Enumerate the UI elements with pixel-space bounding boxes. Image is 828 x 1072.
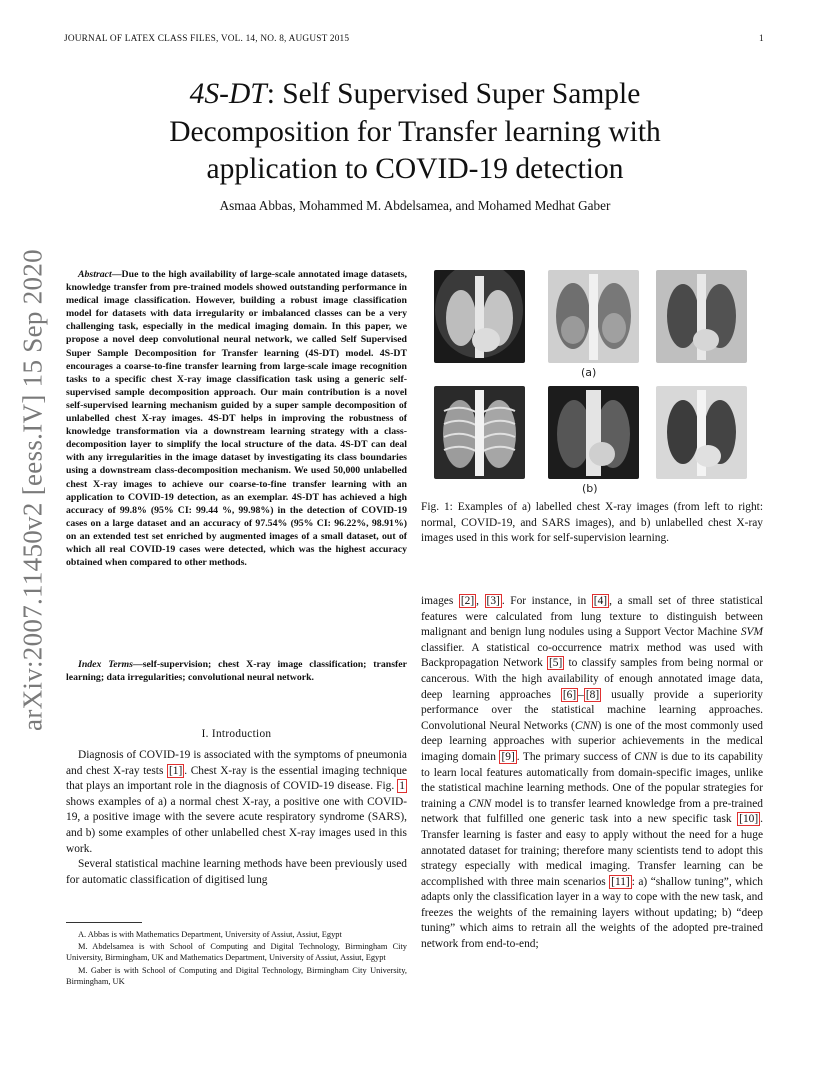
text-run: , a small set of three statistical features were calculated from lung texture to distinguish between malignant and benign lung nodules using a Support Vector Machine bbox=[421, 595, 763, 639]
title-italic-acronym: 4S-DT bbox=[189, 78, 267, 110]
section-heading-introduction: I. Introduction bbox=[201, 728, 272, 740]
page-number: 1 bbox=[759, 34, 764, 44]
text-run: : a) “shallow tuning”, which adapts only the classification layer in a way to cope with the new task, and freezes the weights of the remaining layers without updating; b) “deep tuning” which aims to retrain all the weights of the adopted pre-trained network from end-to-end; bbox=[421, 875, 763, 951]
subfigure-label-b: (b) bbox=[582, 482, 598, 495]
xray-image-unlabelled-1 bbox=[434, 386, 525, 479]
intro-paragraph-2: Several statistical machine learning methods have been previously used for automatic classification of digitised lung bbox=[66, 858, 407, 886]
text-run: classifier. A statistical co-occurrence matrix method was used with Backpropagation Network bbox=[421, 641, 763, 670]
text-run: is due to its capability to learn local features automatically from domain-specific images, unlike the statistical machine learning methods. One of the popular strategies for training a bbox=[421, 750, 763, 810]
running-head: JOURNAL OF LATEX CLASS FILES, VOL. 14, NO. 8, AUGUST 2015 bbox=[64, 34, 350, 44]
text-run: model is to transfer learned knowledge from a pre-trained network that fulfilled one generic task into a new specific task bbox=[421, 797, 764, 826]
footnote-gaber: M. Gaber is with School of Computing and Digital Technology, Birmingham City University, Birmingham, UK bbox=[66, 965, 407, 986]
xray-image-sars bbox=[656, 270, 747, 363]
text-run: usually provide a superiority performance over the statistical machine learning approaches. Convolutional Neural Networks ( bbox=[421, 688, 763, 732]
acronym-cnn: CNN bbox=[634, 750, 658, 763]
footnote-rule bbox=[66, 922, 142, 923]
intro-paragraph-1 bbox=[66, 748, 407, 857]
xray-image-unlabelled-2 bbox=[548, 386, 639, 479]
author-list: Asmaa Abbas, Mohammed M. Abdelsamea, and Mohamed Medhat Gaber bbox=[219, 198, 611, 213]
right-column-body bbox=[421, 594, 763, 953]
abstract-label: Abstract bbox=[78, 269, 112, 280]
figure-1 bbox=[424, 268, 764, 495]
title-line2: Decomposition for Transfer learning with bbox=[169, 115, 661, 148]
text-run: to classify samples from being normal or cancerous. With the high availability of enough annotated image data, deep learning approaches bbox=[421, 657, 763, 701]
citation-link[interactable]: [4] bbox=[593, 595, 608, 607]
xray-image-covid19 bbox=[548, 270, 639, 363]
text-run: . For instance, in bbox=[501, 595, 592, 607]
citation-link[interactable]: [10] bbox=[739, 813, 759, 826]
citation-link[interactable]: [3] bbox=[486, 595, 500, 607]
citation-link[interactable]: [2] bbox=[460, 595, 475, 607]
text-run: . The primary success of bbox=[516, 750, 635, 763]
title-line3: application to COVID-19 detection bbox=[206, 153, 624, 185]
citation-link[interactable]: [6] bbox=[562, 688, 577, 701]
text-run: images bbox=[421, 595, 459, 607]
figure-link[interactable]: 1 bbox=[399, 780, 405, 793]
title-line1: : Self Supervised Super Sample bbox=[266, 78, 641, 110]
citation-link[interactable]: [1] bbox=[168, 764, 183, 777]
figure-1-caption: Fig. 1: Examples of a) labelled chest X-ray images (from left to right: normal, COVID-19, and SARS images), and b) unlabelled chest X-ray images used in this work for self-supervision learning. bbox=[421, 501, 763, 545]
text-run: . Chest X-ray is the essential imaging technique that plays an important role in the diagnosis of COVID-19 disease. Fig. bbox=[66, 764, 407, 793]
paper-title bbox=[90, 76, 740, 189]
xray-image-unlabelled-3 bbox=[656, 386, 747, 479]
abstract-text: —Due to the high availability of large-scale annotated image datasets, knowledge transfer from pre-trained models showed outstanding performance in medical image classification. However, building a robust image classification model for datasets with data irregularity or imbalanced classes can be a very challenging task, especially in the medical imaging domain. In this paper, we propose a novel deep convolutional neural network, we called Self Supervised Super Sample Decomposition for Transfer learning (4S-DT) model. 4S-DT encourages a coarse-to-fine transfer learning from large-scale image recognition tasks to a specific chest X-ray image classification task using a generic self-supervised sample decomposition approach. Our main contribution is a novel self-supervised learning mechanism guided by a super sample decomposition of unlabelled chest X-ray images. 4S-DT helps in improving the robustness of knowledge transformation via a downstream learning strategy with a class-decomposition layer to simplify the local structure of the data. 4S-DT can deal with any irregularities in the image dataset by investigating its class boundaries using a downstream class-decomposition mechanism. We used 50,000 unlabelled chest X-ray images to achieve our coarse-to-fine transfer learning with an application to COVID-19 detection, as an exemplar. 4S-DT has achieved a high accuracy of 99.8% (95% CI: 99.44 %, 99.98%) in the detection of COVID-19 cases on a large dataset and an accuracy of 97.54% (95% CI: 96.22%, 98.91%) on an extended test set enriched by augmented images of a small dataset, out of which all real COVID-19 cases were detected, which was the highest accuracy obtained when compared to other methods. bbox=[66, 269, 407, 569]
arxiv-identifier: arXiv:2007.11450v2 [eess.IV] 15 Sep 2020 bbox=[17, 249, 48, 731]
citation-link[interactable]: [8] bbox=[585, 688, 600, 701]
citation-link[interactable]: [5] bbox=[549, 657, 563, 670]
acronym-cnn: CNN bbox=[574, 719, 598, 732]
footnotes bbox=[66, 929, 407, 988]
introduction-body bbox=[66, 748, 407, 888]
text-run: ) is one of the most commonly used deep learning approaches with superior achievements in the medical imaging domain bbox=[421, 719, 763, 763]
arxiv-sidebar bbox=[8, 249, 58, 731]
subfigure-label-a: (a) bbox=[581, 366, 597, 379]
footnote-abbas: A. Abbas is with Mathematics Department, University of Assiut, Assiut, Egypt bbox=[78, 930, 342, 939]
text-run: – bbox=[578, 688, 584, 701]
citation-link[interactable]: [9] bbox=[501, 750, 515, 763]
text-run: , bbox=[476, 595, 485, 607]
index-terms-label: Index Terms bbox=[78, 659, 133, 670]
text-run: shows examples of a) a normal chest X-ray, a positive one with COVID-19, a positive image with the severe acute respiratory syndrome (SARS), and b) some examples of other unlabelled chest X-ray images used in this work. bbox=[66, 795, 407, 855]
text-run: . Transfer learning is faster and easy to apply without the need for a huge annotated dataset for training; therefore many scientists tend to adopt this strategy especially with medical imaging. Transfer learning can be accomplished with three main scenarios bbox=[421, 813, 763, 888]
acronym-cnn: CNN bbox=[468, 797, 492, 810]
index-terms-text: —self-supervision; chest X-ray image classification; transfer learning; data irregularities; convolutional neural network. bbox=[66, 659, 407, 684]
acronym-svm: SVM bbox=[740, 626, 763, 639]
index-terms bbox=[66, 658, 407, 684]
footnote-abdelsamea: M. Abdelsamea is with School of Computing and Digital Technology, Birmingham City University, Birmingham, UK and Mathematics Department, University of Assiut, Assiut, Egypt bbox=[66, 942, 407, 963]
citation-link[interactable]: [11] bbox=[611, 875, 630, 888]
xray-image-normal bbox=[434, 270, 525, 363]
abstract bbox=[66, 268, 407, 569]
text-run: Diagnosis of COVID-19 is associated with the symptoms of pneumonia and chest X-ray tests bbox=[66, 749, 407, 777]
